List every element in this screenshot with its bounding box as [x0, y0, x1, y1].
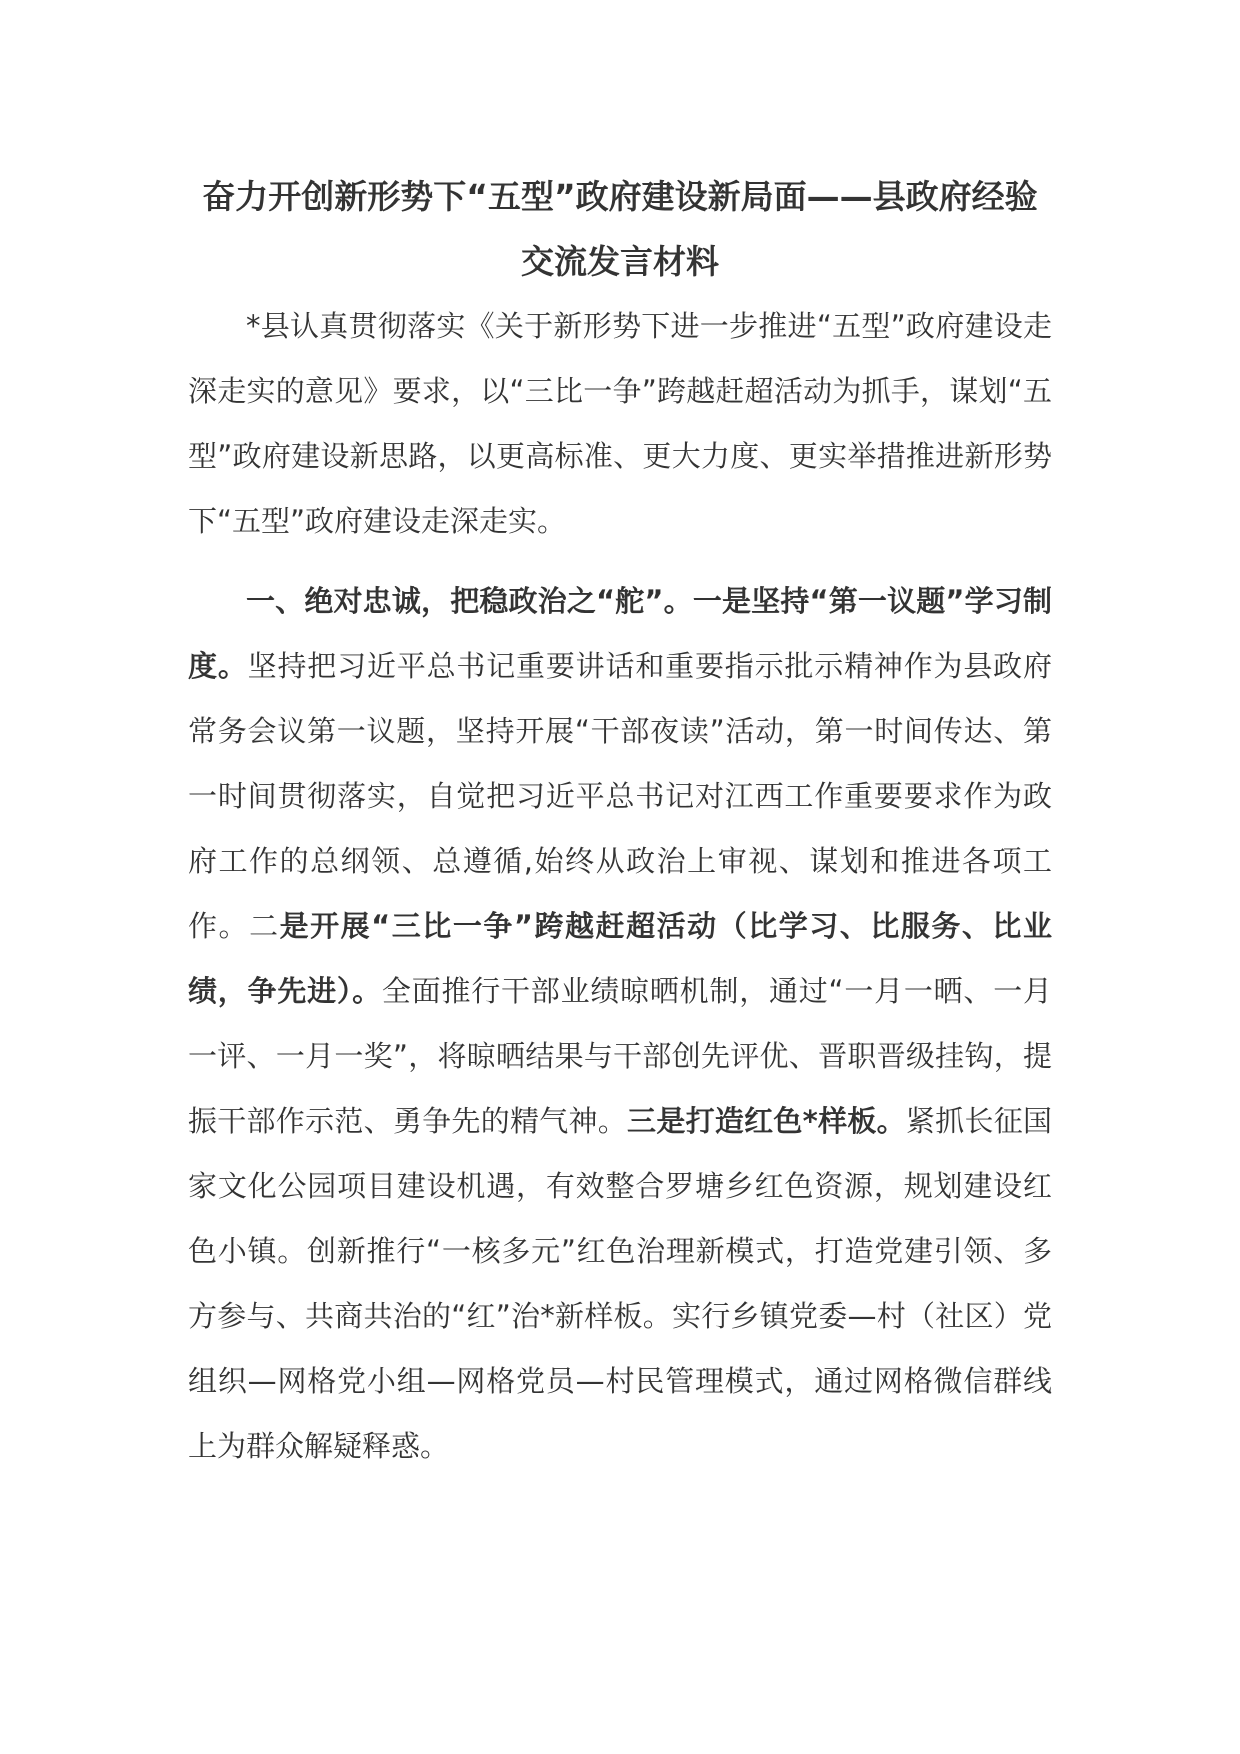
point-two-prefix: 二 — [249, 909, 280, 943]
intro-paragraph — [188, 294, 1052, 554]
point-one-title: 一是坚持“第一议题”学习制度。 — [188, 584, 1052, 683]
section-one-paragraph — [188, 569, 1052, 1479]
point-one-text: 坚持把习近平总书记重要讲话和重要指示批示精神作为县政府常务会议第一议题，坚持开展“干部夜读”活动，第一时间传达、第一时间贯彻落实，自觉把习近平总书记对江西工作重要要求作为政府工作的总纲领、总遵循,始终从政治上审视、谋划和推进各项工作。 — [188, 649, 1052, 943]
intro-text: *县认真贯彻落实《关于新形势下进一步推进“五型”政府建设走深走实的意见》要求，以“三比一争”跨越赶超活动为抓手，谋划“五型”政府建设新思路，以更高标准、更大力度、更实举措推进新形势下“五型”政府建设走深走实。 — [188, 309, 1052, 538]
point-three-title: 三是打造红色*样板。 — [627, 1104, 906, 1138]
document-page — [188, 164, 1052, 1479]
point-three-text: 紧抓长征国家文化公园项目建设机遇，有效整合罗塘乡红色资源，规划建设红色小镇。创新推行“一核多元”红色治理新模式，打造党建引领、多方参与、共商共治的“红”治*新样板。实行乡镇党委—村（社区）党组织—网格党小组—网格党员—村民管理模式，通过网格微信群线上为群众解疑释惑。 — [188, 1104, 1052, 1463]
document-title: 奋力开创新形势下“五型”政府建设新局面——县政府经验交流发言材料 — [202, 177, 1038, 281]
point-two-title: 是开展“三比一争”跨越赶超活动（比学习、比服务、比业绩，争先进）。 — [188, 909, 1052, 1008]
section-one-heading: 一、绝对忠诚，把稳政治之“舵”。 — [246, 584, 693, 618]
point-two-text: 全面推行干部业绩晾晒机制，通过“一月一晒、一月一评、一月一奖”，将晾晒结果与干部创先评优、晋职晋级挂钩，提振干部作示范、勇争先的精气神。 — [188, 974, 1052, 1138]
